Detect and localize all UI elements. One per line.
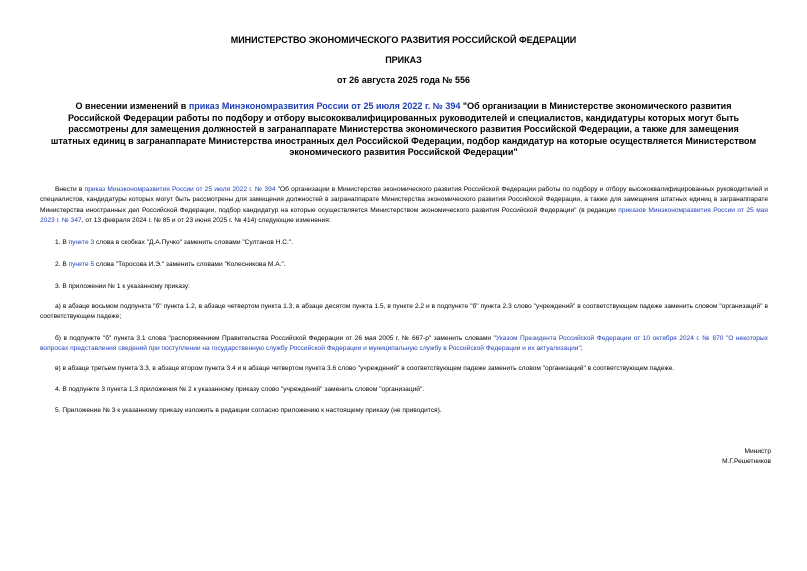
ministry-title: МИНИСТЕРСТВО ЭКОНОМИЧЕСКОГО РАЗВИТИЯ РОССИЙСКОЙ ФЕДЕРАЦИИ [230, 35, 577, 45]
item-2-pre: 2. В [55, 261, 69, 268]
item-1 [40, 238, 768, 248]
signature-block [722, 447, 771, 466]
signatory-name: М.Г.Решетников [722, 457, 771, 465]
heading-text-pre: О внесении изменений в [75, 101, 189, 111]
intro-amendments-link[interactable]: приказов Минэкономразвития России от 25 мая 2023 г. № 347 [40, 206, 768, 225]
item-3b-pre: б) в подпункте "б" пункта 3.1 слова "распоряжением Правительства Российской Федерации от 26 мая 2005 г. № 667-р" заменить словами " [55, 335, 496, 342]
heading-order-link[interactable]: приказ Минэкономразвития России от 25 июля 2022 г. № 394 [188, 101, 461, 111]
intro-order-link[interactable]: приказ Минэкономразвития России от 25 июля 2022 г. № 394 [84, 186, 276, 193]
item-2 [40, 260, 768, 270]
intro-text-2: "Об организации в Министерстве экономического развития Российской Федерации работы по подбору и отбору высококвалифицированных руководителей и специалистов, кандидатуры которых могут быть рассмотрены для замещения должностей в загранаппарате Министерства экономического развития Российской Федерации, а также для замещения штатных единиц в загранаппарате Министерства иностранных дел Российской Федерации, подбор кандидатур на которые осуществляется Министерством экономического развития Российской Федерации" (в редакции [40, 186, 768, 214]
intro-text-3: , от 13 февраля 2024 г. № 85 и от 23 июня 2025 г. № 414) следующие изменения: [81, 217, 331, 225]
item-4: 4. В подпункте 3 пункта 1.3 приложения № 2 к указанному приказу слово "учреждений" заменить словом "организаций". [55, 386, 425, 393]
item-3c: в) в абзаце третьем пункта 3.3, в абзаце втором пункта 3.4 и в абзаце четвертом пункта 3.6 слово "учреждений" в соответствующем падеже заменить словом "организаций" в соответствующем падеже. [55, 365, 675, 372]
item-1-link[interactable]: пункте 3 [68, 239, 95, 246]
item-3a: а) в абзаце восьмом подпункта "б" пункта 1.2, в абзаце четвертом пункта 1.3, в абзаце десятом пункта 1.5, в пункте 2.2 и в подпункте "б" пункта 2.3 слово "учреждений" в соответствующем падеже заменить словом "организаций" в соответствующем падеже; [40, 303, 768, 321]
item-2-link[interactable]: пункте 5 [68, 261, 95, 268]
intro-paragraph [40, 185, 768, 227]
item-1-pre: 1. В [55, 239, 69, 246]
signatory-position: Министр [744, 448, 771, 455]
item-3b [40, 334, 768, 355]
document-date: от 26 августа 2025 года № 556 [337, 75, 470, 85]
item-5: 5. Приложение № 3 к указанному приказу изложить в редакции согласно приложению к настоящему приказу (не приводится). [55, 407, 442, 414]
item-3b-decree-link[interactable]: Указом Президента Российской Федерации от 10 октября 2024 г. № 870 "О некоторых вопросах представления сведений при поступлении на государственную службу Российской Федерации и муниципальную службу в Российской Федерации и их актуализации" [40, 335, 769, 353]
document-type: ПРИКАЗ [385, 55, 422, 65]
item-1-post: слова в скобках "Д.А.Пучко" заменить словами "Султанов Н.С.". [94, 239, 294, 246]
item-3: 3. В приложении № 1 к указанному приказу: [55, 283, 190, 290]
heading-text-post: "Об организации в Министерстве экономического развития Российской Федерации работы по подбору и отбору высококвалифицированных руководителей и специалистов, кандидатуры которых могут быть рассмотрены для замещения должностей в загранаппарате Министерства экономического развития Российской Федерации, а также для замещения штатных единиц в загранаппарате Министерства иностранных дел Российской Федерации, подбор кандидатур на которые осуществляется Министерством экономического развития Российской Федерации" [50, 101, 757, 157]
intro-text-1: Внести в [55, 186, 85, 193]
item-2-post: слова "Торосова И.Э." заменить словами "Колесникова М.А.". [94, 261, 286, 268]
document-heading [50, 101, 757, 159]
item-3b-post: ; [580, 345, 583, 353]
